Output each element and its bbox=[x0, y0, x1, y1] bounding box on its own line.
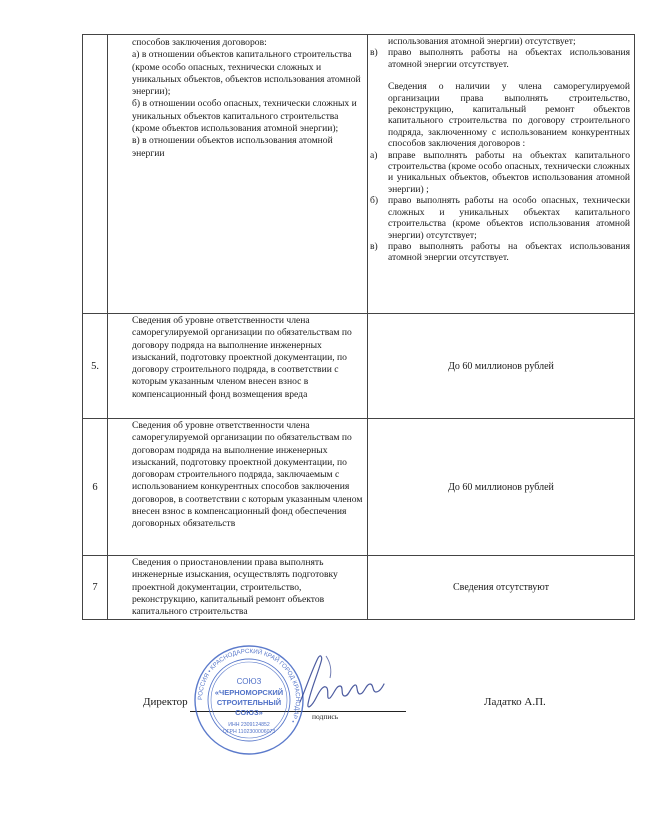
row-number-cell: 7 bbox=[83, 556, 108, 620]
item-marker: б) bbox=[370, 195, 379, 207]
table-row bbox=[83, 314, 635, 419]
row-number-cell bbox=[83, 35, 108, 314]
seal-ring-text: РОССИЯ • КРАСНОДАРСКИЙ КРАЙ ГОРОД КРАСНОДАР • bbox=[196, 647, 302, 724]
row-value-cell: До 60 миллионов рублей bbox=[368, 314, 635, 419]
item-text: право выполнять работы на объектах использования атомной энергии отсутствует. bbox=[388, 47, 630, 70]
row-label-cell: Сведения о приостановлении права выполнять инженерные изыскания, осуществлять подготовку проектной документации, строительство, реконструкцию, капитальный ремонт объектов капитального строительства bbox=[108, 556, 368, 620]
row-value-cell: До 60 миллионов рублей bbox=[368, 419, 635, 556]
item-text: вправе выполнять работы на объектах капитального строительства (кроме особо опасных, технически сложных и уникальных объектов, объектов использования атомной энергии) ; bbox=[388, 149, 630, 195]
label-line: способов заключения договоров: bbox=[132, 37, 267, 48]
list-item bbox=[370, 241, 630, 264]
seal-line: СТРОИТЕЛЬНЫЙ bbox=[216, 698, 282, 707]
seal-line: СОЮЗ» bbox=[235, 708, 263, 717]
list-item bbox=[370, 195, 630, 241]
signature-caption: подпись bbox=[312, 712, 339, 721]
signer-role: Директор bbox=[143, 696, 188, 708]
seal-ogrn: ОГРН 1102300006073 bbox=[222, 729, 276, 735]
list-item bbox=[370, 150, 630, 196]
handwritten-signature bbox=[296, 648, 386, 714]
row-label-cell bbox=[108, 35, 368, 314]
item-marker: в) bbox=[370, 240, 378, 252]
row-number-cell: 5. bbox=[83, 314, 108, 419]
seal-inn: ИНН 2309124852 bbox=[228, 722, 270, 728]
table-row bbox=[83, 556, 635, 620]
row-label-cell: Сведения об уровне ответственности члена саморегулируемой организации по обязательствам по договору подряда на выполнение инженерных изысканий, подготовку проектной документации, по договору строительного подряда, в соответствии с которым указанным членом внесен взнос в компенсационный фонд возмещения вреда bbox=[108, 314, 368, 419]
item-marker bbox=[370, 36, 388, 47]
seal-line: СОЮЗ bbox=[236, 677, 262, 686]
table-row bbox=[83, 419, 635, 556]
item-marker: в) bbox=[370, 47, 378, 59]
signer-name: Ладатко А.П. bbox=[484, 696, 546, 708]
organization-seal bbox=[193, 644, 305, 756]
item-marker: а) bbox=[370, 149, 378, 161]
row-number-cell: 6 bbox=[83, 419, 108, 556]
label-line: б) в отношении особо опасных, технически сложных и уникальных объектов капитального строительства (кроме объектов использования атомной энергии); bbox=[132, 98, 357, 135]
label-line: а) в отношении объектов капитального строительства (кроме особо опасных, технически сложных и уникальных объектов, объектов использования атомной энергии); bbox=[132, 49, 361, 98]
item-text: использования атомной энергии) отсутствует; bbox=[388, 36, 576, 47]
seal-line: «ЧЕРНОМОРСКИЙ bbox=[214, 688, 284, 697]
list-item bbox=[370, 47, 630, 70]
intro-paragraph: Сведения о наличии у члена саморегулируемой организации права выполнять строительство, реконструкцию, капитальный ремонт объектов капитального строительства по договору строительного подряда, заключенному с использованием конкурентных способов заключения договоров : bbox=[388, 81, 630, 150]
row-label-cell: Сведения об уровне ответственности члена саморегулируемой организации по обязательствам по договорам подряда на выполнение инженерных изысканий, подготовку проектной документации, по договорам строительного подряда, заключаемым с использованием конкурентных способов заключения договоров, в соответствии с которым указанным членом внесен взнос в компенсационный фонд обеспечения договорных обязательств bbox=[108, 419, 368, 556]
registry-table bbox=[82, 34, 635, 620]
item-text: право выполнять работы на особо опасных, технически сложных и уникальных объектах капитального строительства (кроме объектов использования атомной энергии) отсутствует; bbox=[388, 195, 630, 241]
signature-block bbox=[0, 640, 650, 750]
list-item bbox=[370, 36, 630, 47]
row-value-cell bbox=[368, 35, 635, 314]
label-line: в) в отношении объектов использования атомной энергии bbox=[132, 135, 333, 159]
item-text: право выполнять работы на объектах использования атомной энергии отсутствует. bbox=[388, 240, 630, 264]
row-value-cell: Сведения отсутствуют bbox=[368, 556, 635, 620]
table-row bbox=[83, 35, 635, 314]
